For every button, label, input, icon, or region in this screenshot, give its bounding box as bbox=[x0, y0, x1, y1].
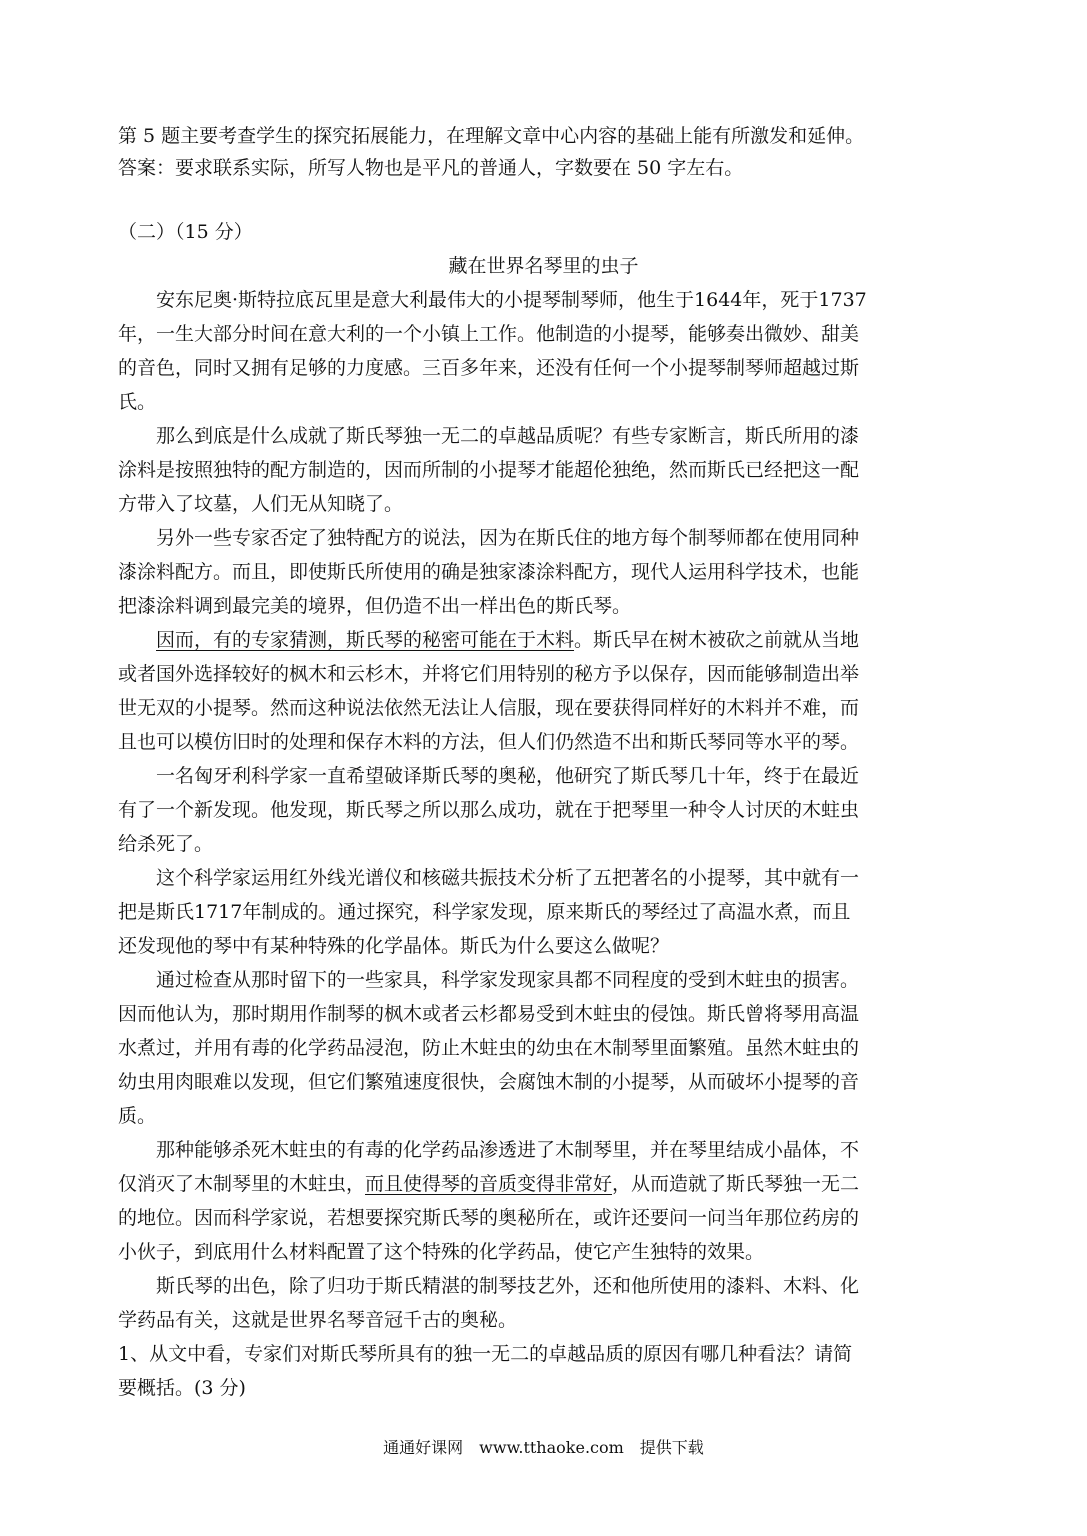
paragraph-line: 幼虫用肉眼难以发现，但它们繁殖速度很快，会腐蚀木制的小提琴，从而破坏小提琴的音 bbox=[118, 1071, 860, 1093]
paragraph-line: 那种能够杀死木蛀虫的有毒的化学药品渗透进了木制琴里，并在琴里结成小晶体，不 bbox=[118, 1139, 860, 1161]
paragraph-line: 学药品有关，这就是世界名琴音冠千古的奥秘。 bbox=[118, 1309, 518, 1331]
paragraph-line: 把漆涂料调到最完美的境界，但仍造不出一样出色的斯氏琴。 bbox=[118, 595, 632, 617]
paragraph-line: 还发现他的琴中有某种特殊的化学晶体。斯氏为什么要这么做呢？ bbox=[118, 935, 670, 957]
paragraph-line: 给杀死了。 bbox=[118, 833, 214, 855]
paragraph-line: 质。 bbox=[118, 1105, 157, 1127]
paragraph-line: 因而他认为，那时期用作制琴的枫木或者云杉都易受到木蛀虫的侵蚀。斯氏曾将琴用高温 bbox=[118, 1003, 860, 1025]
paragraph-line: 通过检查从那时留下的一些家具，科学家发现家具都不同程度的受到木蛀虫的损害。 bbox=[118, 969, 860, 991]
paragraph-line bbox=[118, 1168, 978, 1200]
paragraph-line: 水煮过，并用有毒的化学药品浸泡，防止木蛀虫的幼虫在木制琴里面繁殖。虽然木蛀虫的 bbox=[118, 1037, 860, 1059]
paragraph-line: 且也可以模仿旧时的处理和保存木料的方法，但人们仍然造不出和斯氏琴同等水平的琴。 bbox=[118, 731, 860, 753]
paragraph-line: 的音色，同时又拥有足够的力度感。三百多年来，还没有任何一个小提琴制琴师超越过斯 bbox=[118, 357, 860, 379]
paragraph-line: 涂料是按照独特的配方制造的，因而所制的小提琴才能超伦独绝，然而斯氏已经把这一配 bbox=[118, 459, 860, 481]
sentence-rest: 。斯氏早在树木被砍之前就从当地 bbox=[574, 629, 860, 651]
paragraph-line: 这个科学家运用红外线光谱仪和核磁共振技术分析了五把著名的小提琴，其中就有一 bbox=[118, 867, 860, 889]
question-line: 要概括。(3 分) bbox=[118, 1377, 246, 1399]
paragraph-line: 那么到底是什么成就了斯氏琴独一无二的卓越品质呢？有些专家断言，斯氏所用的漆 bbox=[118, 425, 860, 447]
paragraph-line: 一名匈牙利科学家一直希望破译斯氏琴的奥秘，他研究了斯氏琴几十年，终于在最近 bbox=[118, 765, 860, 787]
paragraph-line: 或者国外选择较好的枫木和云杉木，并将它们用特别的秘方予以保存，因而能够制造出举 bbox=[118, 663, 860, 685]
intro-line: 第 5 题主要考查学生的探究拓展能力，在理解文章中心内容的基础上能有所激发和延伸。 bbox=[118, 125, 865, 147]
paragraph-line: 漆涂料配方。而且，即使斯氏所使用的确是独家漆涂料配方，现代人运用科学技术，也能 bbox=[118, 561, 860, 583]
page-footer: 通通好课网 www.tthaoke.com 提供下载 bbox=[383, 1438, 704, 1457]
underlined-sentence: 而且使得琴的音质变得非常好 bbox=[365, 1173, 613, 1195]
paragraph-line bbox=[118, 624, 978, 656]
paragraph-line: 小伙子，到底用什么材料配置了这个特殊的化学药品，使它产生独特的效果。 bbox=[118, 1241, 765, 1263]
sentence-after: ，从而造就了斯氏琴独一无二 bbox=[612, 1173, 860, 1195]
sentence-before: 仅消灭了木制琴里的木蛀虫， bbox=[118, 1173, 366, 1195]
underlined-sentence: 因而，有的专家猜测，斯氏琴的秘密可能在于木料 bbox=[156, 629, 575, 651]
paragraph-line: 斯氏琴的出色，除了归功于斯氏精湛的制琴技艺外，还和他所使用的漆料、木料、化 bbox=[118, 1275, 860, 1297]
paragraph-line: 有了一个新发现。他发现，斯氏琴之所以那么成功，就在于把琴里一种令人讨厌的木蛀虫 bbox=[118, 799, 860, 821]
intro-answer-line: 答案：要求联系实际，所写人物也是平凡的普通人，字数要在 50 字左右。 bbox=[118, 157, 744, 179]
paragraph-line: 氏。 bbox=[118, 391, 157, 413]
article-title: 藏在世界名琴里的虫子 bbox=[448, 255, 639, 277]
question-line: 1、从文中看，专家们对斯氏琴所具有的独一无二的卓越品质的原因有哪几种看法？请简 bbox=[118, 1343, 853, 1365]
paragraph-line: 的地位。因而科学家说，若想要探究斯氏琴的奥秘所在，或许还要问一问当年那位药房的 bbox=[118, 1207, 860, 1229]
paragraph-line: 方带入了坟墓，人们无从知晓了。 bbox=[118, 493, 404, 515]
paragraph-line: 把是斯氏1717年制成的。通过探究，科学家发现，原来斯氏的琴经过了高温水煮，而且 bbox=[118, 901, 851, 923]
paragraph-line: 年，一生大部分时间在意大利的一个小镇上工作。他制造的小提琴，能够奏出微妙、甜美 bbox=[118, 323, 860, 345]
indent bbox=[118, 629, 156, 651]
paragraph-line: 世无双的小提琴。然而这种说法依然无法让人信服，现在要获得同样好的木料并不难，而 bbox=[118, 697, 860, 719]
paragraph-line: 另外一些专家否定了独特配方的说法，因为在斯氏住的地方每个制琴师都在使用同种 bbox=[118, 527, 860, 549]
paragraph-line: 安东尼奥·斯特拉底瓦里是意大利最伟大的小提琴制琴师，他生于1644年，死于1737 bbox=[118, 289, 867, 311]
section-label: （二）（15 分） bbox=[118, 221, 253, 243]
